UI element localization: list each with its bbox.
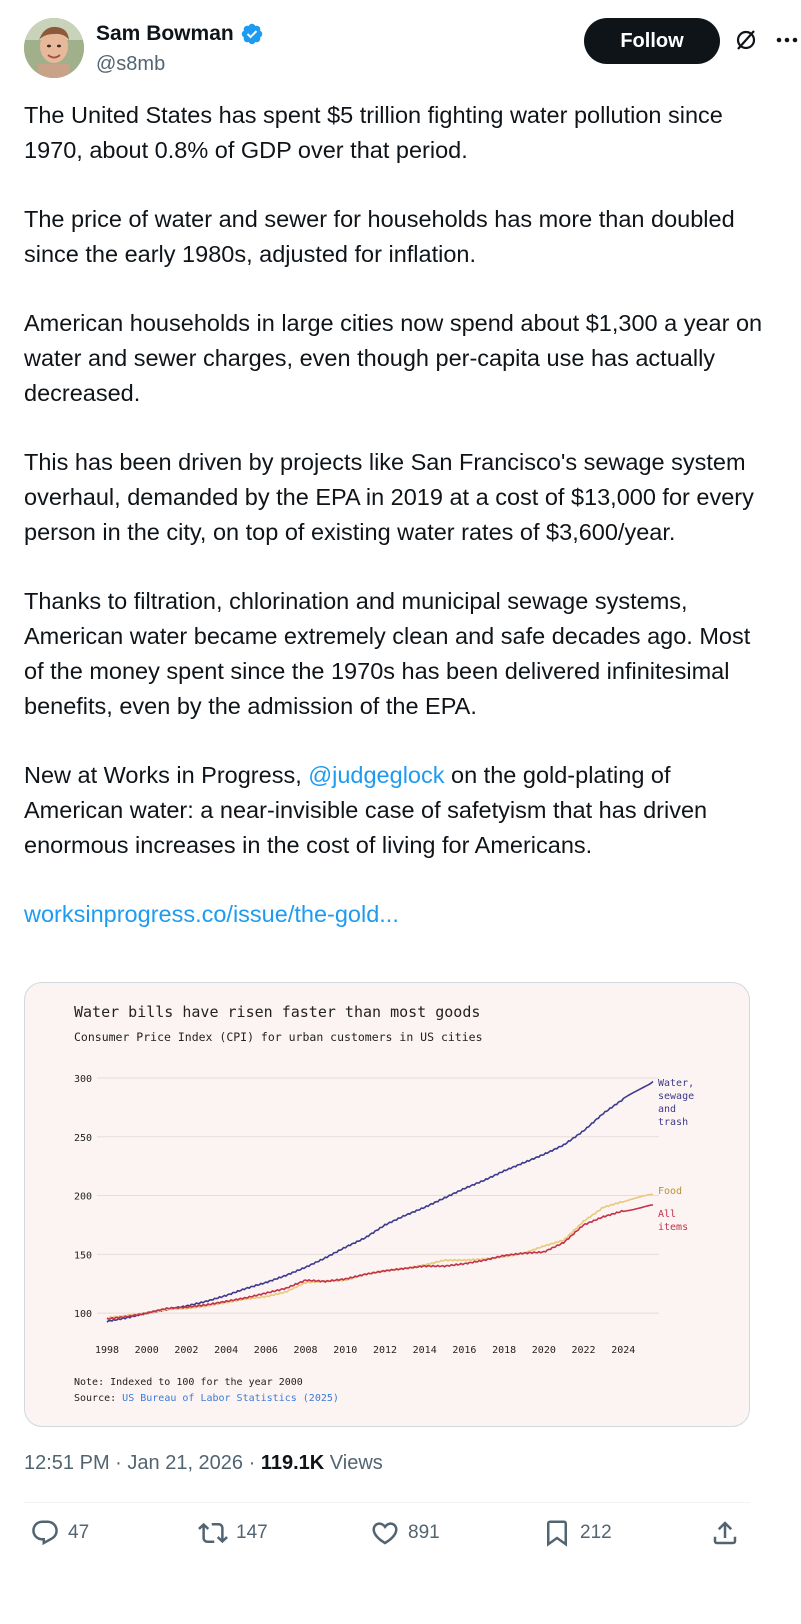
more-icon[interactable] [774, 28, 800, 52]
divider [24, 1502, 750, 1503]
views-label: Views [324, 1452, 383, 1474]
post-time[interactable]: 12:51 PM [24, 1452, 110, 1474]
chart-title: Water bills have risen faster than most goods [74, 1003, 481, 1021]
x-tick-label: 2024 [611, 1345, 636, 1356]
y-tick-label: 200 [74, 1191, 93, 1203]
x-tick-label: 2010 [333, 1345, 358, 1356]
share-button[interactable] [710, 1518, 740, 1548]
repost-count: 147 [236, 1522, 268, 1543]
follow-button[interactable]: Follow [584, 18, 720, 64]
x-tick-label: 2006 [253, 1345, 278, 1356]
grok-icon[interactable] [734, 28, 758, 52]
bookmark-count: 212 [580, 1522, 612, 1543]
post-paragraph: American households in large cities now spend about $1,300 a year on water and sewer charges, even though per-capita use has actually decreased. [24, 310, 763, 406]
chart-source [74, 1393, 339, 1404]
x-tick-label: 2016 [452, 1345, 477, 1356]
bookmark-button[interactable] [542, 1518, 612, 1548]
repost-icon [198, 1518, 228, 1548]
reply-count: 47 [68, 1522, 90, 1543]
chart-source-label: Source: [74, 1393, 123, 1404]
x-tick-label: 2000 [134, 1345, 159, 1356]
post-paragraph: Thanks to filtration, chlorination and municipal sewage systems, American water became extremely clean and safe decades ago. Most of the money spent since the 1970s has been delivered infinitesimal benefits, even by the admission of the EPA. [24, 588, 751, 719]
post-text [24, 98, 764, 966]
chart-grid [97, 1078, 659, 1313]
chart-y-axis [74, 1074, 92, 1320]
chart-series-group [107, 1082, 653, 1323]
action-bar [24, 1518, 750, 1558]
meta-separator: · [109, 1452, 128, 1474]
series-line-all-items [107, 1205, 653, 1319]
avatar[interactable] [24, 18, 84, 78]
reply-button[interactable] [30, 1518, 89, 1548]
x-tick-label: 2020 [531, 1345, 556, 1356]
author-name-row [96, 22, 264, 46]
post-date[interactable]: Jan 21, 2026 [127, 1452, 244, 1474]
post-paragraph: This has been driven by projects like San Francisco's sewage system overhaul, demanded by the EPA in 2019 at a cost of $13,000 for every person in the city, on top of existing water rates of $3,600/year. [24, 449, 754, 545]
line-chart [25, 983, 750, 1427]
x-tick-label: 2002 [174, 1345, 199, 1356]
post-paragraph: The United States has spent $5 trillion fighting water pollution since 1970, about 0.8% of GDP over that period. [24, 102, 723, 163]
share-icon [710, 1518, 740, 1548]
post-text-segment: New at Works in Progress, [24, 762, 309, 788]
series-line-food [107, 1194, 653, 1318]
chart-image-card[interactable] [24, 982, 750, 1427]
mention-link[interactable]: @judgeglock [308, 762, 445, 788]
chart-subtitle: Consumer Price Index (CPI) for urban customers in US cities [74, 1030, 483, 1044]
series-label: All items [658, 1209, 689, 1233]
x-tick-label: 1998 [94, 1345, 120, 1356]
x-tick-label: 2018 [492, 1345, 517, 1356]
meta-separator: · [243, 1452, 261, 1474]
y-tick-label: 300 [74, 1074, 93, 1085]
post-header [24, 16, 784, 80]
author-name[interactable]: Sam Bowman [96, 22, 234, 45]
chart-source-link[interactable]: US Bureau of Labor Statistics (2025) [122, 1393, 339, 1404]
author-handle[interactable]: @s8mb [96, 53, 166, 75]
post-paragraph [24, 758, 764, 863]
x-tick-label: 2004 [214, 1345, 239, 1356]
chart-series-labels [658, 1078, 694, 1233]
x-tick-label: 2014 [412, 1345, 437, 1356]
views-count: 119.1K [260, 1452, 325, 1474]
bookmark-icon [542, 1518, 572, 1548]
like-icon [370, 1518, 400, 1548]
chart-x-axis [95, 1345, 635, 1356]
x-tick-label: 2008 [293, 1345, 318, 1356]
post-timestamp-row [24, 1452, 383, 1475]
y-tick-label: 150 [74, 1250, 93, 1262]
series-label: Water, sewage and trash [658, 1078, 695, 1128]
x-tick-label: 2012 [372, 1345, 398, 1356]
article-link[interactable]: worksinprogress.co/issue/the-gold... [24, 901, 399, 927]
x-tick-label: 2022 [571, 1345, 596, 1356]
y-tick-label: 100 [74, 1309, 93, 1321]
series-line-water-sewage-and-trash [107, 1082, 653, 1323]
post-text-segment: on the gold-plating of American water: a near-invisible case of safetyism that has driven enormous increases in the cost of living for Americans. [24, 762, 708, 858]
reply-icon [30, 1518, 60, 1548]
series-label: Food [658, 1186, 683, 1197]
like-button[interactable] [370, 1518, 440, 1548]
chart-note: Note: Indexed to 100 for the year 2000 [74, 1377, 303, 1388]
verified-badge-icon [240, 22, 264, 46]
y-tick-label: 250 [74, 1132, 93, 1144]
avatar-image [24, 18, 84, 78]
repost-button[interactable] [198, 1518, 268, 1548]
like-count: 891 [408, 1522, 440, 1543]
post-paragraph: The price of water and sewer for households has more than doubled since the early 1980s, adjusted for inflation. [24, 206, 735, 267]
